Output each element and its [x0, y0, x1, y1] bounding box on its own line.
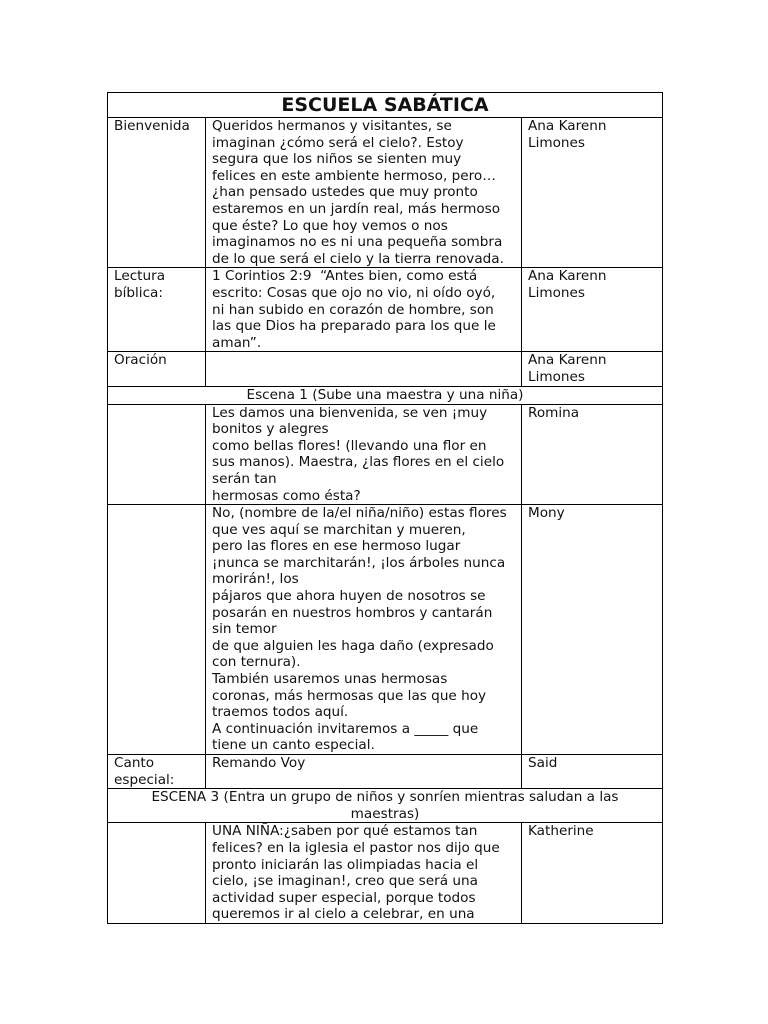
label-line: Canto	[114, 755, 155, 771]
person-line: Romina	[528, 404, 580, 421]
text-line: hermosas como ésta?	[212, 487, 361, 504]
row-label	[108, 118, 206, 268]
row-label	[108, 268, 206, 352]
text-line: No, (nombre de la/el niña/niño) estas flores	[212, 505, 507, 522]
text-line: estaremos en un jardín real, más hermoso	[212, 200, 501, 217]
row-label	[108, 823, 206, 924]
text-line: escrito: Cosas que ojo no vio, ni oído oyó,	[212, 284, 496, 301]
text-line: A continuación invitaremos a _____ que	[212, 720, 479, 737]
text-line: Les damos una bienvenida, se ven ¡muy	[212, 404, 488, 421]
scene-3-heading	[108, 789, 663, 823]
document-title: ESCUELA SABÁTICA	[108, 93, 663, 118]
text-line: de que alguien les haga daño (expresado	[212, 637, 494, 654]
person-line: Said	[528, 755, 558, 771]
scene-line: Escena 1 (Sube una maestra y una niña)	[246, 386, 524, 403]
row-person	[522, 352, 663, 386]
table-row-bienvenida	[108, 118, 663, 268]
text-line: 1 Corintios 2:9 “Antes bien, como está	[212, 268, 478, 285]
person-line: Limones	[528, 134, 585, 151]
text-line: UNA NIÑA:¿saben por qué estamos tan	[212, 823, 478, 840]
scene-line: ESCENA 3 (Entra un grupo de niños y sonríen mientras saludan a las	[151, 789, 619, 806]
row-text	[206, 755, 522, 789]
text-line: morirán!, los	[212, 571, 299, 588]
label-line: especial:	[114, 771, 175, 788]
row-person	[522, 755, 663, 789]
document-page	[107, 92, 662, 924]
person-line: Ana Karenn	[528, 118, 607, 134]
title-row	[108, 93, 663, 118]
text-line: con ternura).	[212, 654, 301, 671]
text-line: pronto iniciarán las olimpiadas hacia el	[212, 856, 479, 873]
text-line: queremos ir al cielo a celebrar, en una	[212, 906, 475, 923]
text-line: felices en este ambiente hermoso, pero…	[212, 167, 496, 184]
scene-line: maestras)	[350, 805, 420, 822]
text-line: traemos todos aquí.	[212, 704, 349, 721]
person-line: Ana Karenn	[528, 352, 607, 369]
row-text	[206, 268, 522, 352]
label-line: Oración	[114, 352, 167, 369]
text-line: bonitos y alegres	[212, 421, 329, 438]
row-person	[522, 118, 663, 268]
text-line: imaginan ¿cómo será el cielo?. Estoy	[212, 134, 464, 151]
scene-1-heading	[108, 386, 663, 404]
text-line: imaginamos no es ni una pequeña sombra	[212, 234, 503, 251]
text-line: sus manos). Maestra, ¿las flores en el cielo	[212, 454, 505, 471]
row-text	[206, 118, 522, 268]
row-text	[206, 505, 522, 755]
text-line: pájaros que ahora huyen de nosotros se	[212, 588, 486, 605]
row-text	[206, 404, 522, 505]
table-row-lectura	[108, 268, 663, 352]
person-line: Limones	[528, 368, 585, 385]
row-label	[108, 352, 206, 386]
scene-1-row	[108, 386, 663, 404]
table-row-mony	[108, 505, 663, 755]
table-row-romina	[108, 404, 663, 505]
text-line: felices? en la iglesia el pastor nos dijo que	[212, 839, 500, 856]
person-line: Katherine	[528, 823, 594, 840]
text-line: posarán en nuestros hombros y cantarán	[212, 604, 493, 621]
person-line: Limones	[528, 284, 585, 301]
row-person	[522, 823, 663, 924]
text-line: serán tan	[212, 470, 277, 487]
text-line: actividad super especial, porque todos	[212, 889, 476, 906]
text-line: Remando Voy	[212, 755, 306, 771]
text-line: tiene un canto especial.	[212, 737, 375, 754]
text-line: pero las flores en ese hermoso lugar	[212, 538, 461, 555]
text-line: ni han subido en corazón de hombre, son	[212, 301, 494, 318]
text-line: que éste? Lo que hoy vemos o nos	[212, 217, 448, 234]
row-label	[108, 755, 206, 789]
person-line: Mony	[528, 505, 565, 522]
table-row-canto	[108, 755, 663, 789]
text-line: ¿han pensado ustedes que muy pronto	[212, 184, 478, 201]
text-line: También usaremos unas hermosas	[212, 671, 448, 688]
label-line: Lectura	[114, 268, 166, 285]
text-line: coronas, más hermosas que las que hoy	[212, 687, 487, 704]
table-row-oracion	[108, 352, 663, 386]
row-label	[108, 404, 206, 505]
row-text	[206, 352, 522, 386]
label-line: bíblica:	[114, 284, 163, 301]
text-line: de lo que será el cielo y la tierra renovada.	[212, 250, 504, 267]
text-line: aman”.	[212, 334, 262, 351]
text-line: que ves aquí se marchitan y mueren,	[212, 521, 466, 538]
table-row-katherine	[108, 823, 663, 924]
scene-3-row	[108, 789, 663, 823]
row-text	[206, 823, 522, 924]
text-line: Queridos hermanos y visitantes, se	[212, 118, 452, 134]
text-line: las que Dios ha preparado para los que le	[212, 318, 496, 335]
row-person	[522, 505, 663, 755]
text-line: sin temor	[212, 621, 277, 638]
person-line: Ana Karenn	[528, 268, 607, 285]
label-line: Bienvenida	[114, 118, 190, 134]
text-line: segura que los niños se sienten muy	[212, 151, 462, 168]
row-person	[522, 404, 663, 505]
row-label	[108, 505, 206, 755]
text-line: como bellas flores! (llevando una flor en	[212, 437, 487, 454]
text-line: cielo, ¡se imaginan!, creo que será una	[212, 873, 478, 890]
row-person	[522, 268, 663, 352]
text-line: ¡nunca se marchitarán!, ¡los árboles nunca	[212, 554, 506, 571]
program-table	[107, 92, 663, 924]
